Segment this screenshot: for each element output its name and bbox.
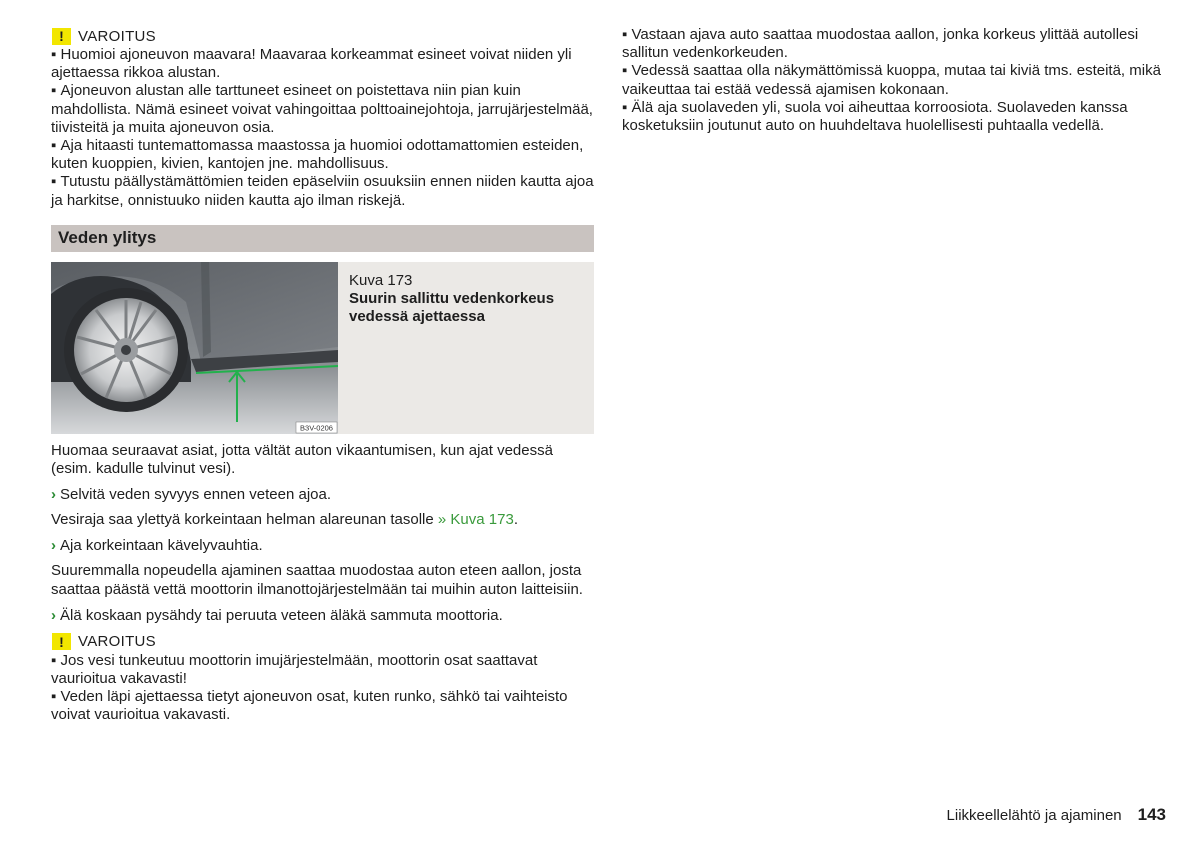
section-title: Veden ylitys xyxy=(58,228,157,248)
section-heading xyxy=(51,225,594,252)
chevron-right-icon: › xyxy=(51,486,56,504)
speed-paragraph: Suuremmalla nopeudella ajaminen saattaa muodostaa auton eteen aallon, josta saattaa päästä vettä moottorin ilmanottojärjestelmään tai muihin auton laitteisiin. xyxy=(51,562,583,598)
left-column xyxy=(51,26,594,725)
figure-reference-link[interactable]: » Kuva 173 xyxy=(437,511,514,529)
paragraph-end: . xyxy=(513,511,518,529)
warning-item: ▪ Tutustu päällystämättömien teiden epäselviin osuuksiin ennen niiden kautta ajoa ja harkitse, onnistuuko niiden kautta ajo ilman riskejä. xyxy=(51,173,594,209)
step-text: Aja korkeintaan kävelyvauhtia. xyxy=(60,537,263,555)
instruction-step xyxy=(51,537,594,554)
warning-title: VAROITUS xyxy=(78,633,156,651)
warning-title: VAROITUS xyxy=(78,27,156,45)
warning-item: ▪ Ajoneuvon alustan alle tarttuneet esineet on poistettava niin pian kuin mahdollista. Nämä esineet voivat vahingoittaa polttoainejohtoja, jarrujärjestelmää, tiivisteitä ja muita ajoneuvon osia. xyxy=(51,82,594,137)
warning-header xyxy=(51,26,594,46)
figure-number: Kuva 173 xyxy=(349,271,413,289)
paragraph-text: Vesiraja saa ylettyä korkeintaan helman alareunan tasolle xyxy=(51,511,438,529)
warning-item: ▪ Huomioi ajoneuvon maavara! Maavaraa korkeammat esineet voivat niiden yli ajettaessa rikkoa alustan. xyxy=(51,46,594,82)
figure-code: B3V-0206 xyxy=(300,423,333,433)
step-text: Älä koskaan pysähdy tai peruuta veteen äläkä sammuta moottoria. xyxy=(60,606,503,624)
page-footer xyxy=(947,805,1166,825)
intro-paragraph: Huomaa seuraavat asiat, jotta vältät auton vikaantumisen, kun ajat vedessä (esim. kadulle tulvinut vesi). xyxy=(51,441,553,478)
figure-title: Suurin sallittu vedenkorkeus vedessä ajettaessa xyxy=(349,290,555,326)
warning-item: ▪ Älä aja suolaveden yli, suola voi aiheuttaa korroosiota. Suolaveden kanssa kosketuksiin joutunut auto on huuhdeltava huolellisesti puhtaalla vedellä. xyxy=(622,99,1167,135)
warning-item: ▪ Vastaan ajava auto saattaa muodostaa aallon, jonka korkeus ylittää autollesi sallitun vedenkorkeuden. xyxy=(622,26,1167,62)
instruction-step xyxy=(51,486,594,503)
chevron-right-icon: › xyxy=(51,537,56,555)
page-number: 143 xyxy=(1137,805,1166,824)
warning-icon: ! xyxy=(52,633,71,650)
step-text: Selvitä veden syvyys ennen veteen ajoa. xyxy=(60,486,332,504)
instruction-step xyxy=(51,607,594,624)
figure-173 xyxy=(51,262,594,434)
water-level-paragraph xyxy=(51,511,594,529)
warning-item: ▪ Jos vesi tunkeutuu moottorin imujärjestelmään, moottorin osat saattavat vaurioitua vakavasti! xyxy=(51,652,594,688)
warning-item: ▪ Veden läpi ajettaessa tietyt ajoneuvon osat, kuten runko, sähkö tai vaihteisto voivat vaurioitua vakavasti. xyxy=(51,688,594,724)
warning-item: ▪ Vedessä saattaa olla näkymättömissä kuoppa, mutaa tai kiviä tms. esteitä, mikä vaikeuttaa tai estää vedessä ajamisen kokonaan. xyxy=(622,62,1167,98)
warning-box-1 xyxy=(51,26,594,210)
car-wheel-illustration xyxy=(51,262,338,434)
footer-section-title: Liikkeellelähtö ja ajaminen xyxy=(946,807,1122,824)
warning-item: ▪ Aja hitaasti tuntemattomassa maastossa ja huomioi odottamattomien esteiden, kuten kuoppien, kivien, kantojen jne. mahdollisuus. xyxy=(51,137,594,173)
figure-caption xyxy=(349,272,584,327)
chevron-right-icon: › xyxy=(51,606,56,624)
warning-box-2 xyxy=(51,632,594,725)
right-column xyxy=(622,26,1167,135)
warning-icon: ! xyxy=(52,28,71,45)
warning-header xyxy=(51,632,594,652)
